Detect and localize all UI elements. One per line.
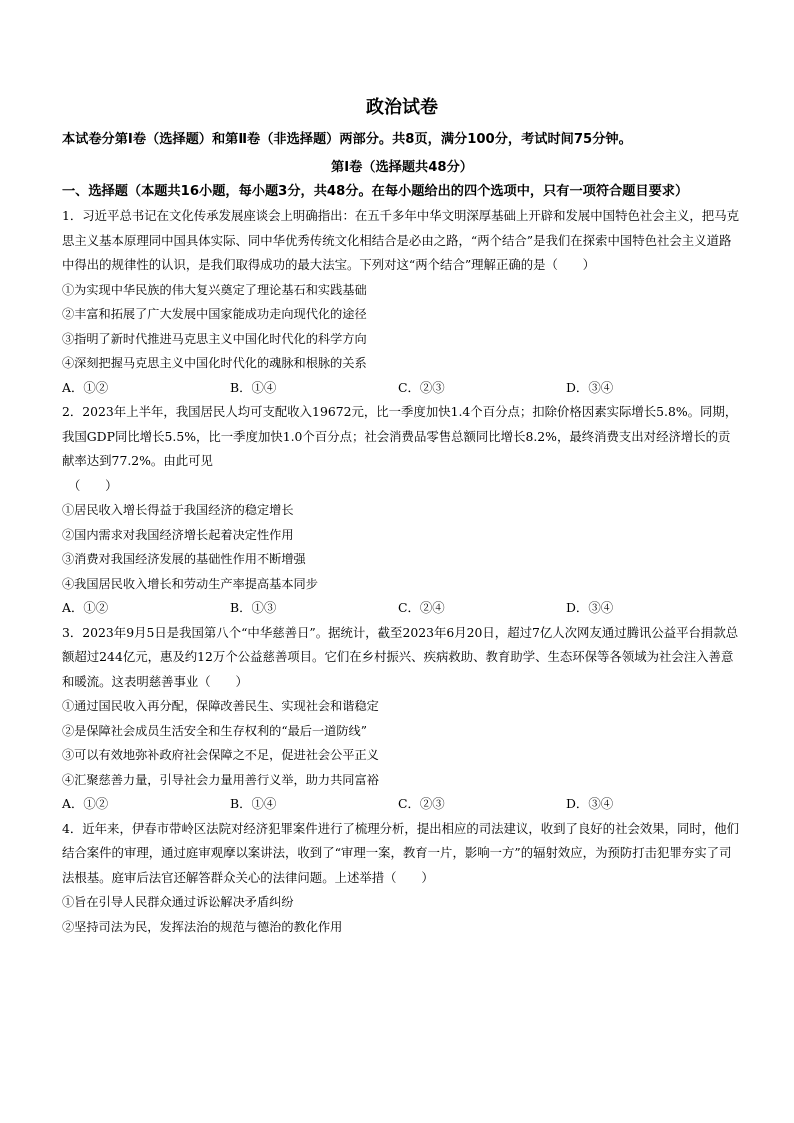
question-3 <box>62 621 742 817</box>
statement-option: ④深刻把握马克思主义中国化时代化的魂脉和根脉的关系 <box>62 356 367 370</box>
question-stem: 4．近年来，伊春市带岭区法院对经济犯罪案件进行了梳理分析，提出相应的司法建议，收到了良好的社会效果，同时，他们结合案件的审理，通过庭审观摩以案讲法，收到了“审理一案，教育一片，影响一方”的辐射效应，为预防打击犯罪夯实了司法根基。庭审后法官还解答群众关心的法律问题。上述举措（ ） <box>62 820 739 885</box>
statement-option: ②是保障社会成员生活安全和生存权利的“最后一道防线” <box>62 723 367 738</box>
statement-option: ②丰富和拓展了广大发展中国家能成功走向现代化的途径 <box>62 307 367 321</box>
statement-option: ②国内需求对我国经济增长起着决定性作用 <box>62 527 294 542</box>
exam-intro: 本试卷分第Ⅰ卷（选择题）和第Ⅱ卷（非选择题）两部分。共8页，满分100分，考试时间75分钟。 <box>62 132 632 147</box>
statement-option: ②坚持司法为民，发挥法治的规范与德治的教化作用 <box>62 919 343 934</box>
choice-c[interactable]: C．②③ <box>398 796 445 811</box>
choice-a[interactable]: A．①② <box>62 379 109 395</box>
choice-c[interactable]: C．②④ <box>398 600 445 615</box>
statement-option: ③消费对我国经济发展的基础性作用不断增强 <box>62 552 306 566</box>
statement-option: ③可以有效地弥补政府社会保障之不足，促进社会公平正义 <box>62 748 379 762</box>
choice-a[interactable]: A．①② <box>62 796 109 811</box>
question-4 <box>62 817 742 940</box>
question-2 <box>62 400 742 621</box>
choice-d[interactable]: D．③④ <box>566 796 614 811</box>
answer-choices <box>62 792 742 817</box>
statement-option: ①居民收入增长得益于我国经济的稳定增长 <box>62 503 294 517</box>
choice-a[interactable]: A．①② <box>62 600 109 615</box>
statement-option: ①为实现中华民族的伟大复兴奠定了理论基石和实践基础 <box>62 282 367 297</box>
choice-b[interactable]: B．①④ <box>230 796 277 811</box>
answer-blank: （ ） <box>68 477 118 493</box>
statement-option: ③指明了新时代推进马克思主义中国化时代化的科学方向 <box>62 331 367 346</box>
choice-b[interactable]: B．①③ <box>230 600 277 615</box>
section-one-heading: 一、选择题（本题共16小题，每小题3分，共48分。在每小题给出的四个选项中，只有一项符合题目要求） <box>62 184 689 199</box>
statement-option: ①旨在引导人民群众通过诉讼解决矛盾纠纷 <box>62 895 294 909</box>
part-one-title: 第Ⅰ卷（选择题共48分） <box>331 160 473 175</box>
statement-option: ④我国居民收入增长和劳动生产率提高基本同步 <box>62 576 318 591</box>
question-stem: 3．2023年9月5日是我国第八个“中华慈善日”。据统计，截至2023年6月20日，超过7亿人次网友通过腾讯公益平台捐款总额超过244亿元，惠及约12万个公益慈善项目。它们在乡村振兴、疾病救助、教育助学、生态环保等各领域为社会注入善意和暖流。这表明慈善事业（ ） <box>62 624 739 689</box>
answer-choices <box>62 596 742 621</box>
question-stem: 1．习近平总书记在文化传承发展座谈会上明确指出：在五千多年中华文明深厚基础上开辟和发展中国特色社会主义，把马克思主义基本原理同中国具体实际、同中华优秀传统文化相结合是必由之路，“两个结合”是我们在探索中国特色社会主义道路中得出的规律性的认识，是我们取得成功的最大法宝。下列对这“两个结合”理解正确的是（ ） <box>62 208 739 272</box>
statement-option: ①通过国民收入再分配，保障改善民生、实现社会和谐稳定 <box>62 699 379 713</box>
choice-d[interactable]: D．③④ <box>566 600 614 615</box>
choice-c[interactable]: C．②③ <box>398 379 445 395</box>
choice-b[interactable]: B．①④ <box>230 379 277 395</box>
statement-option: ④汇聚慈善力量，引导社会力量用善行义举，助力共同富裕 <box>62 772 379 787</box>
question-1 <box>62 204 742 400</box>
exam-page <box>62 96 742 939</box>
answer-choices <box>62 376 742 401</box>
question-stem: 2．2023年上半年，我国居民人均可支配收入19672元，比一季度加快1.4个百分点；扣除价格因素实际增长5.8%。同期，我国GDP同比增长5.5%，比一季度加快1.0个百分点；社会消费品零售总额同比增长8.2%，最终消费支出对经济增长的贡献率达到77.2%。由此可见 <box>62 404 738 468</box>
choice-d[interactable]: D．③④ <box>566 379 614 395</box>
page-title: 政治试卷 <box>366 97 438 118</box>
